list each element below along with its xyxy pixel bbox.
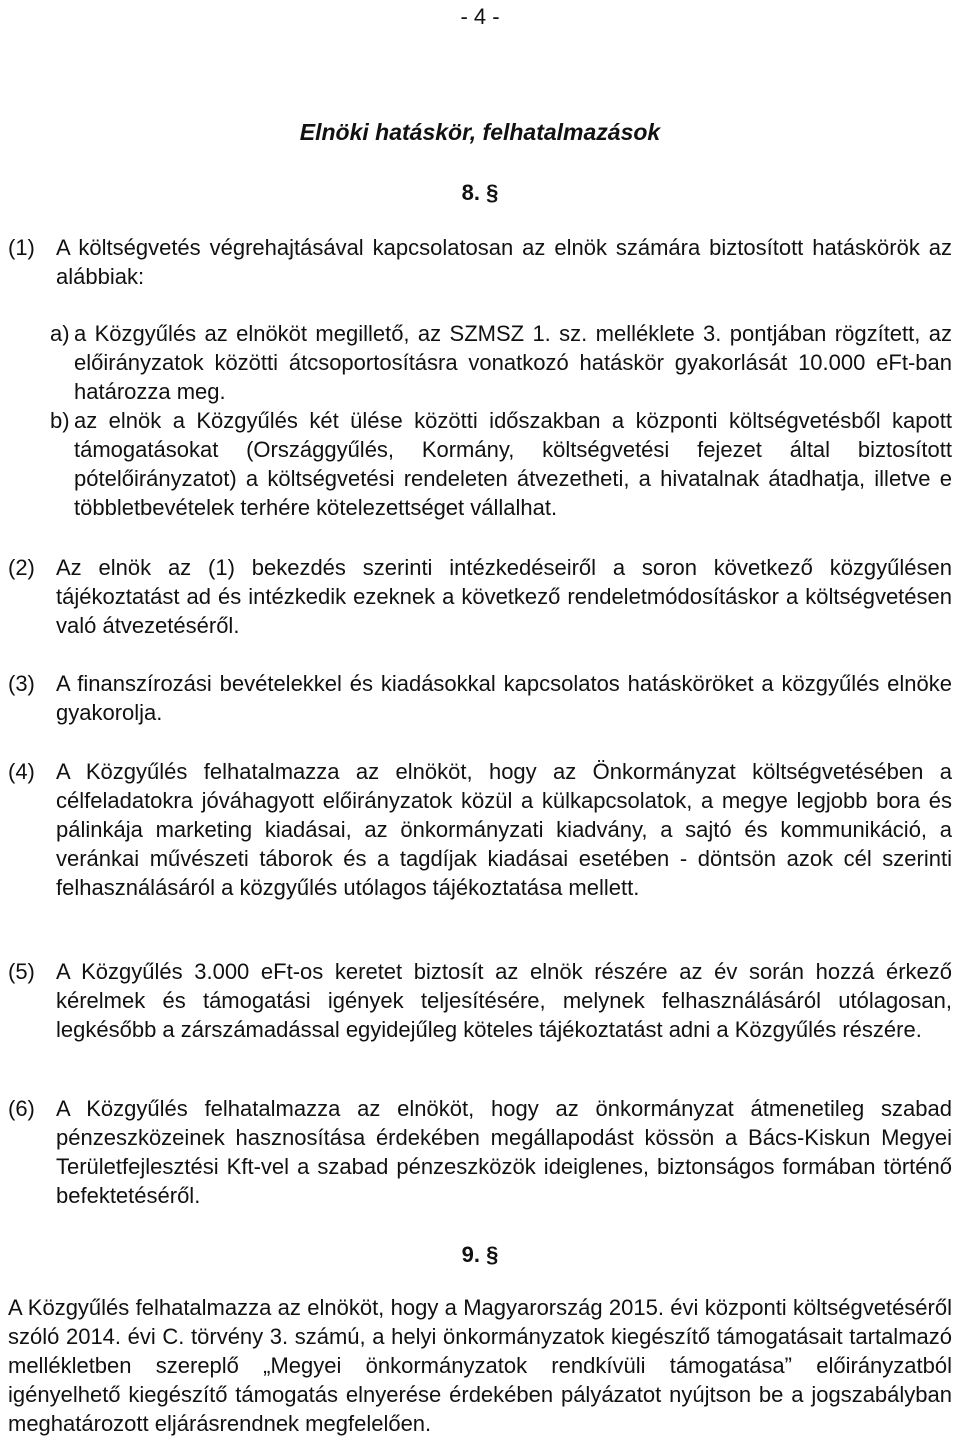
paragraph-text: Az elnök az (1) bekezdés szerinti intézkedéseiről a soron következő közgyűlésen tájékoztatást ad és intézkedik ezeknek a következő rendeletmódosításkor a költségvetésen való átvezetéséről. [56,555,952,638]
paragraph-text: A Közgyűlés 3.000 eFt-os keretet biztosít az elnök részére az év során hozzá érkező kérelmek és támogatási igények teljesítésére, melynek felhasználásáról utólagosan, legkésőbb a zárszámadással egyidejűleg köteles tájékoztatást adni a Közgyűlés részére. [56,959,952,1042]
paragraph-1 [8,233,952,291]
paragraph-text: A Közgyűlés felhatalmazza az elnököt, hogy az Önkormányzat költségvetésében a célfeladatokra jóváhagyott előirányzatok közül a külkapcsolatok, a megye legjobb bora és pálinkája marketing kiadásai, az önkormányzati kiadvány, a sajtó és kommunikáció, a veránkai művészeti táborok és a tagdíjak kiadásai esetében - döntsön azok cél szerinti felhasználásáról a közgyűlés utólagos tájékoztatása mellett. [56,759,952,900]
list-item [50,319,952,406]
paragraph-1-list [50,319,952,522]
paragraph-number: (3) [8,671,35,696]
paragraph-5 [8,957,952,1044]
paragraph-text: A Közgyűlés felhatalmazza az elnököt, hogy az önkormányzat átmenetileg szabad pénzeszközeinek hasznosítása érdekében megállapodást kössön a Bács-Kiskun Megyei Területfejlesztési Kft-vel a szabad pénzeszközök ideiglenes, biztonságos formában történő befektetéséről. [56,1096,952,1208]
section-9-heading: 9. § [461,1242,499,1267]
paragraph-number: (6) [8,1096,35,1121]
list-item [50,406,952,522]
paragraph-text: A finanszírozási bevételekkel és kiadásokkal kapcsolatos hatásköröket a közgyűlés elnöke gyakorolja. [56,671,952,725]
chapter-title: Elnöki hatáskör, felhatalmazások [299,119,661,145]
paragraph-text: A költségvetés végrehajtásával kapcsolatosan az elnök számára biztosított hatáskörök az alábbiak: [56,235,952,289]
paragraph-6 [8,1094,952,1210]
paragraph-number: (4) [8,759,35,784]
paragraph-number: (5) [8,959,35,984]
list-marker: b) [50,408,70,433]
section-9-text: A Közgyűlés felhatalmazza az elnököt, hogy a Magyarország 2015. évi központi költségvetéséről szóló 2014. évi C. törvény 3. számú, a helyi önkormányzatok kiegészítő támogatásait tartalmazó mellékletben szereplő „Megyei önkormányzatok rendkívüli támogatása” előirányzatból igényelhető kiegészítő támogatás elnyerése érdekében pályázatot nyújtson be a jogszabályban meghatározott eljárásrendnek megfelelően. [8,1295,952,1436]
list-text: az elnök a Közgyűlés két ülése közötti időszakban a központi költségvetésből kapott támogatásokat (Országgyűlés, Kormány, költségvetési fejezet által biztosított pótelőirányzatot) a költségvetési rendeleten átvezetheti, a hivatalnak átadhatja, illetve e többletbevételek terhére kötelezettséget vállalhat. [74,408,952,520]
paragraph-2 [8,553,952,640]
list-text: a Közgyűlés az elnököt megillető, az SZMSZ 1. sz. melléklete 3. pontjában rögzített, az előirányzatok közötti átcsoportosításra vonatkozó hatáskör gyakorlását 10.000 eFt-ban határozza meg. [74,321,952,404]
section-8-heading: 8. § [461,180,499,205]
paragraph-number: (2) [8,555,35,580]
paragraph-3 [8,669,952,727]
page-number: - 4 - [460,4,500,29]
list-marker: a) [50,321,70,346]
paragraph-4 [8,757,952,902]
paragraph-number: (1) [8,235,35,260]
